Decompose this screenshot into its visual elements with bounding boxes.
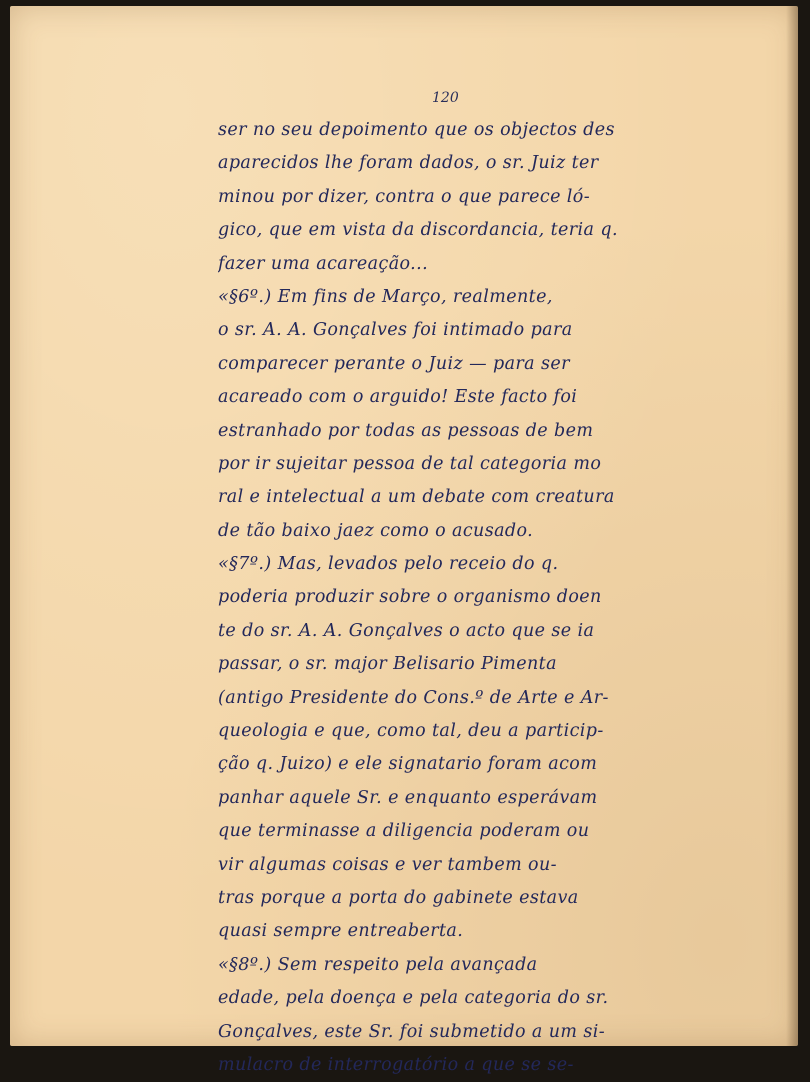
text-line: acareado com o arguido! Este facto foi: [218, 387, 578, 408]
text-line: fazer uma acareação...: [218, 253, 429, 274]
manuscript-page: [10, 6, 798, 1075]
text-line: vir algumas coisas e ver tambem ou-: [218, 854, 557, 875]
text-line: «§6º.) Em fins de Março, realmente,: [218, 286, 553, 307]
page-number: 120: [432, 90, 459, 106]
text-line: te do sr. A. A. Gonçalves o acto que se ia: [218, 620, 595, 641]
text-line: quasi sempre entreaberta.: [218, 921, 464, 942]
handwritten-text-block: [218, 114, 708, 1082]
text-line: aparecidos lhe foram dados, o sr. Juiz ter: [218, 153, 599, 174]
text-line: por ir sujeitar pessoa de tal categoria mo: [218, 453, 602, 474]
text-line: edade, pela doença e pela categoria do sr.: [218, 988, 609, 1009]
text-line: poderia produzir sobre o organismo doen: [218, 587, 602, 608]
text-line: passar, o sr. major Belisario Pimenta: [218, 654, 557, 675]
text-line: tras porque a porta do gabinete estava: [218, 887, 579, 908]
text-line: estranhado por todas as pessoas de bem: [218, 420, 594, 441]
text-line: gico, que em vista da discordancia, teria q.: [218, 220, 618, 241]
text-line: «§8º.) Sem respeito pela avançada: [218, 954, 538, 975]
text-line: ção q. Juizo) e ele signatario foram acom: [218, 754, 598, 775]
text-line: panhar aquele Sr. e enquanto esperávam: [218, 787, 598, 808]
text-line: queologia e que, como tal, deu a particip-: [218, 721, 604, 742]
text-line: ser no seu depoimento que os objectos des: [218, 120, 615, 140]
text-line: minou por dizer, contra o que parece ló-: [218, 186, 591, 207]
text-line: que terminasse a diligencia poderam ou: [218, 821, 590, 842]
text-line: o sr. A. A. Gonçalves foi intimado para: [218, 320, 573, 341]
page-edge-shadow: [786, 6, 798, 1046]
text-line: «§7º.) Mas, levados pelo receio do q.: [218, 554, 559, 575]
text-line: (antigo Presidente do Cons.º de Arte e Ar-: [218, 687, 609, 708]
text-line: ral e intelectual a um debate com creatura: [218, 487, 615, 508]
text-line: Gonçalves, este Sr. foi submetido a um si-: [218, 1021, 606, 1042]
text-line: de tão baixo jaez como o acusado.: [218, 520, 534, 541]
text-line: comparecer perante o Juiz — para ser: [218, 353, 570, 374]
text-line: mulacro de interrogatório a que se se-: [218, 1054, 574, 1075]
